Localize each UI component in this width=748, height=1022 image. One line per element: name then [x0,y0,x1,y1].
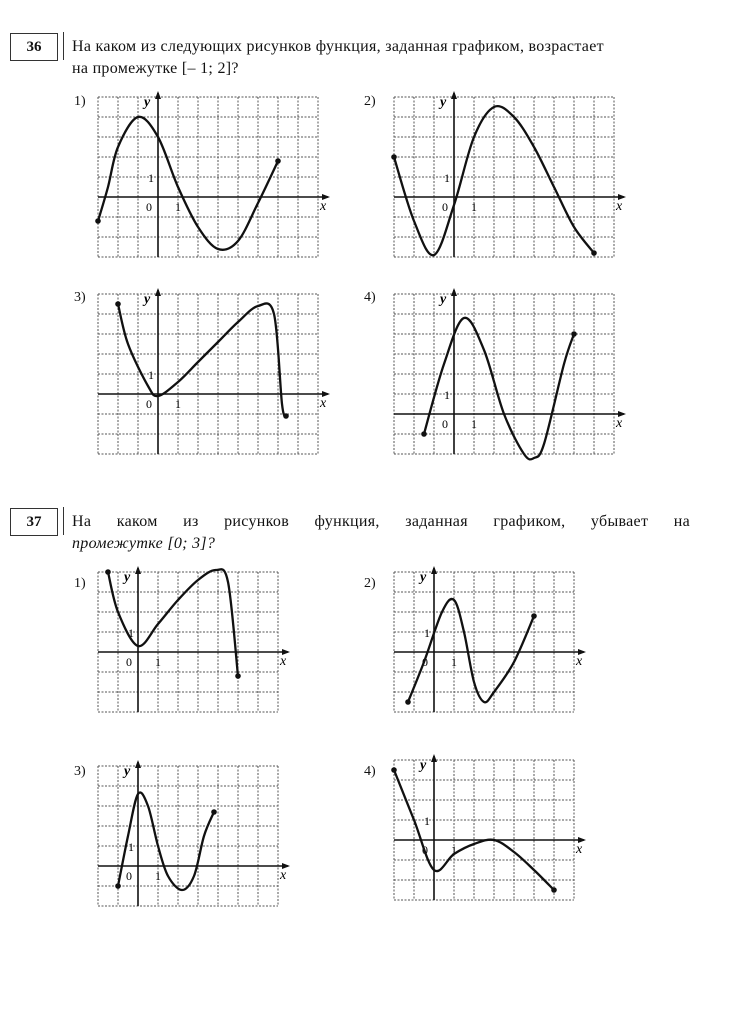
curve-endpoint [115,301,121,307]
x-axis-label: x [320,396,327,411]
grid-lines [98,294,318,454]
x-unit-label: 1 [451,655,457,669]
curve-endpoint [421,431,427,437]
origin-label: 0 [422,655,428,669]
statement-line-1: На каком из следующих рисунков функция, заданная графиком, возрастает [72,38,604,55]
option-label-36-3: 3) [74,290,86,305]
function-curve [408,599,534,702]
curve-endpoint [211,809,217,815]
y-axis-label: y [144,95,151,110]
curve-endpoint [235,673,241,679]
y-axis-label: y [144,292,151,307]
x-axis-label: x [616,416,623,431]
graph-37-4 [394,760,588,900]
problem-divider [63,32,64,60]
curve-endpoint [391,767,397,773]
option-label-37-3: 3) [74,764,86,779]
graph-37-1 [98,572,292,712]
statement-line-1: На каком из рисунков функция, заданная графиком, убывает на [72,513,690,530]
y-axis-label: y [420,758,427,773]
graph-37-3 [98,766,292,906]
x-axis-label: x [576,842,583,857]
function-curve [118,303,286,416]
problem-number-text: 37 [26,513,42,530]
y-axis-arrow-icon [155,91,161,99]
y-axis-arrow-icon [451,288,457,296]
statement-line-2: на промежутке [– 1; 2]? [72,60,239,77]
x-unit-label: 1 [155,655,161,669]
y-axis-arrow-icon [431,754,437,762]
x-axis-label: x [280,868,287,883]
x-axis-label: x [320,199,327,214]
option-label-37-2: 2) [364,576,376,591]
curve-endpoint [283,413,289,419]
origin-label: 0 [422,843,428,857]
option-label-36-4: 4) [364,290,376,305]
y-unit-label: 1 [148,368,154,382]
x-unit-label: 1 [155,869,161,883]
problem-number-36 [10,33,58,61]
x-unit-label: 1 [451,843,457,857]
graph-37-2 [394,572,588,712]
curve-endpoint [591,250,597,256]
y-unit-label: 1 [424,626,430,640]
option-label-37-4: 4) [364,764,376,779]
curve-endpoint [531,613,537,619]
curve-endpoint [95,218,101,224]
origin-label: 0 [442,200,448,214]
y-axis-label: y [124,570,131,585]
curve-endpoint [115,883,121,889]
graph-36-2 [394,97,628,257]
y-unit-label: 1 [148,171,154,185]
curve-endpoint [405,699,411,705]
x-axis-label: x [576,654,583,669]
grid-lines [98,572,278,712]
x-unit-label: 1 [175,397,181,411]
option-label-36-2: 2) [364,94,376,109]
y-axis-arrow-icon [135,566,141,574]
y-axis-arrow-icon [135,760,141,768]
curve-endpoint [551,887,557,893]
graph-36-1 [98,97,332,257]
y-unit-label: 1 [444,388,450,402]
grid-lines [394,294,614,454]
origin-label: 0 [442,417,448,431]
y-axis-arrow-icon [451,91,457,99]
origin-label: 0 [146,200,152,214]
problem-statement-36 [72,36,692,80]
y-unit-label: 1 [128,626,134,640]
problem-number-37 [10,508,58,536]
graph-36-4 [394,294,628,454]
curve-endpoint [391,154,397,160]
curve-endpoint [571,331,577,337]
function-curve [98,117,278,250]
problem-statement-37 [72,511,690,555]
y-unit-label: 1 [444,171,450,185]
y-axis-label: y [440,292,447,307]
y-axis-arrow-icon [431,566,437,574]
problem-divider [63,507,64,535]
graph-36-3 [98,294,332,454]
grid-lines [394,97,614,257]
origin-label: 0 [146,397,152,411]
y-unit-label: 1 [424,814,430,828]
x-axis-label: x [280,654,287,669]
y-axis-arrow-icon [155,288,161,296]
y-axis-label: y [420,570,427,585]
option-label-36-1: 1) [74,94,86,109]
x-unit-label: 1 [471,200,477,214]
x-axis-label: x [616,199,623,214]
y-axis-label: y [124,764,131,779]
function-curve [394,106,594,255]
problem-number-text: 36 [26,38,42,55]
statement-line-2: промежутке [0; 3]? [72,535,216,552]
curve-endpoint [105,569,111,575]
x-unit-label: 1 [175,200,181,214]
curve-endpoint [275,158,281,164]
y-unit-label: 1 [128,840,134,854]
grid-lines [394,572,574,712]
x-unit-label: 1 [471,417,477,431]
option-label-37-1: 1) [74,576,86,591]
y-axis-label: y [440,95,447,110]
grid-lines [394,760,574,900]
origin-label: 0 [126,869,132,883]
origin-label: 0 [126,655,132,669]
